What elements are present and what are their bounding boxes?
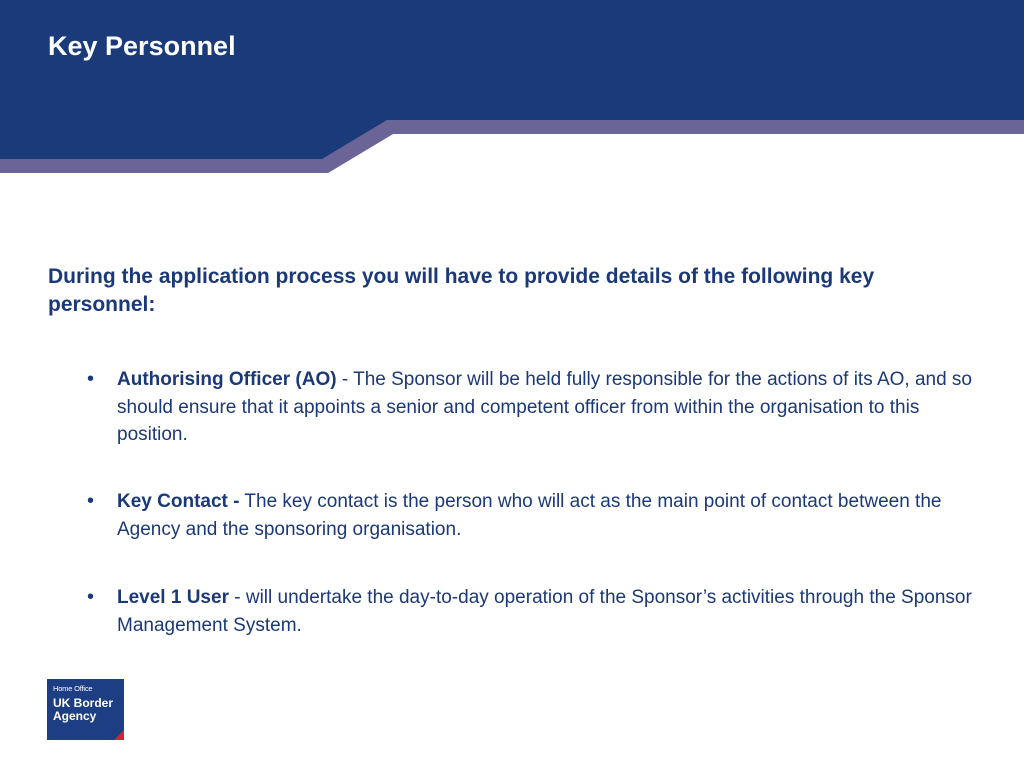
logo-home-office: Home Office	[53, 684, 93, 693]
uk-border-agency-logo	[47, 679, 124, 740]
bullet-term: Authorising Officer (AO)	[117, 369, 337, 390]
bullet-text: - will undertake the day-to-day operation of the Sponsor’s activities through the Sponsor Management System.	[117, 587, 972, 636]
bullet-icon: •	[87, 586, 95, 608]
header-band	[0, 0, 1024, 175]
list-item-key-contact	[87, 488, 987, 543]
bullet-text: The key contact is the person who will act as the main point of contact between the Agency and the sponsoring organisation.	[117, 491, 942, 540]
bullet-icon: •	[87, 490, 95, 512]
list-item-authorising-officer	[87, 366, 987, 449]
list-item-level-1-user	[87, 584, 987, 639]
bullet-text: - The Sponsor will be held fully responsible for the actions of its AO, and so should ensure that it appoints a senior and competent officer from within the organisation to this position.	[117, 369, 972, 445]
logo-uk-border: UK Border	[53, 696, 114, 710]
slide-title: Key Personnel	[48, 31, 236, 61]
bullet-term: Key Contact -	[117, 491, 240, 512]
intro-text: During the application process you will have to provide details of the following key personnel:	[48, 265, 875, 316]
bullet-icon: •	[87, 368, 95, 390]
bullet-term: Level 1 User	[117, 587, 229, 608]
logo-red-corner	[114, 730, 124, 740]
logo-agency: Agency	[53, 709, 97, 723]
